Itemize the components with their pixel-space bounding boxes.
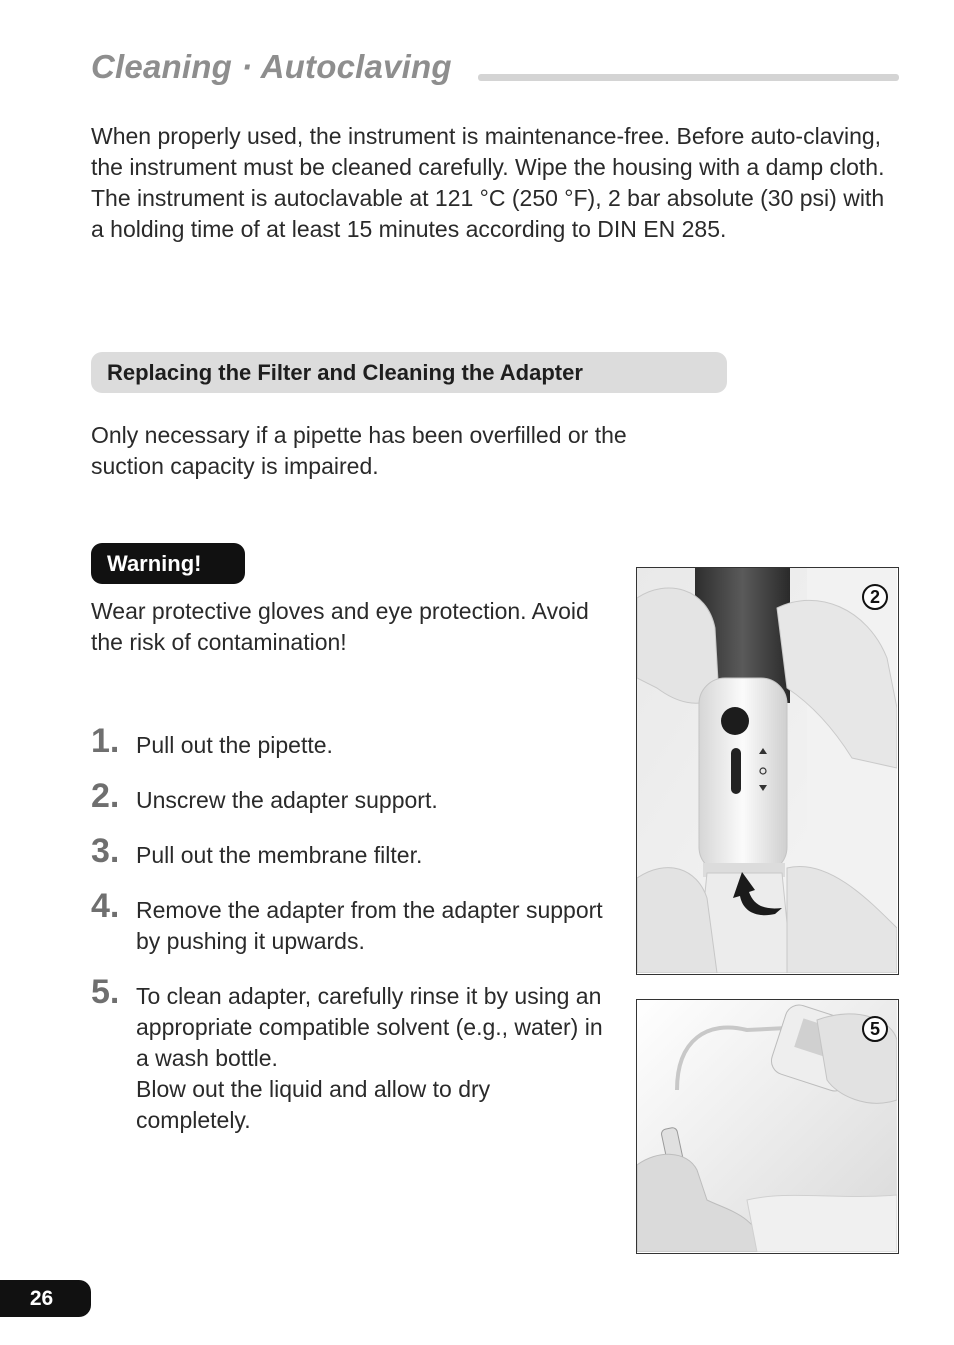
section-note: Only necessary if a pipette has been overfilled or the suction capacity is impaired. [91,422,627,479]
pipette-controller-photo [637,568,897,973]
step-number: 2. [91,777,120,815]
step-item [91,777,611,816]
title-rule [478,74,899,81]
figure-unscrew-adapter [636,567,899,975]
step-number: 3. [91,832,120,870]
section-heading: Replacing the Filter and Cleaning the Adapter [91,352,727,393]
step-number: 4. [91,887,120,925]
step-text: To clean adapter, carefully rinse it by using an appropriate compatible solvent (e.g., water) in a wash bottle. Blow out the liquid and allow to dry completely. [136,983,603,1133]
page-title: Cleaning · Autoclaving [91,48,452,85]
figure-rinse-adapter [636,999,899,1254]
wash-bottle-photo [637,1000,897,1252]
step-item [91,832,611,871]
step-item [91,973,611,1136]
step-text: Remove the adapter from the adapter support by pushing it upwards. [136,897,603,954]
figure-badge: 5 [862,1016,888,1042]
step-text: Unscrew the adapter support. [136,787,438,813]
warning-badge: Warning! [91,543,245,584]
figure-badge: 2 [862,584,888,610]
page-number: 26 [0,1280,91,1317]
warning-text: Wear protective gloves and eye protection. Avoid the risk of contamination! [91,598,589,655]
step-text: Pull out the pipette. [136,732,333,758]
step-list [91,722,611,1136]
step-item [91,722,611,761]
step-item [91,887,611,957]
step-text: Pull out the membrane filter. [136,842,423,868]
intro-paragraph: When properly used, the instrument is maintenance-free. Before auto-claving, the instrument must be cleaned carefully. Wipe the housing with a damp cloth. The instrument is autoclavable at 121 °C (250 °F), 2 bar absolute (30 psi) with a holding time of at least 15 minutes according to DIN EN 285. [91,123,885,242]
step-number: 1. [91,722,120,760]
step-number: 5. [91,973,120,1011]
